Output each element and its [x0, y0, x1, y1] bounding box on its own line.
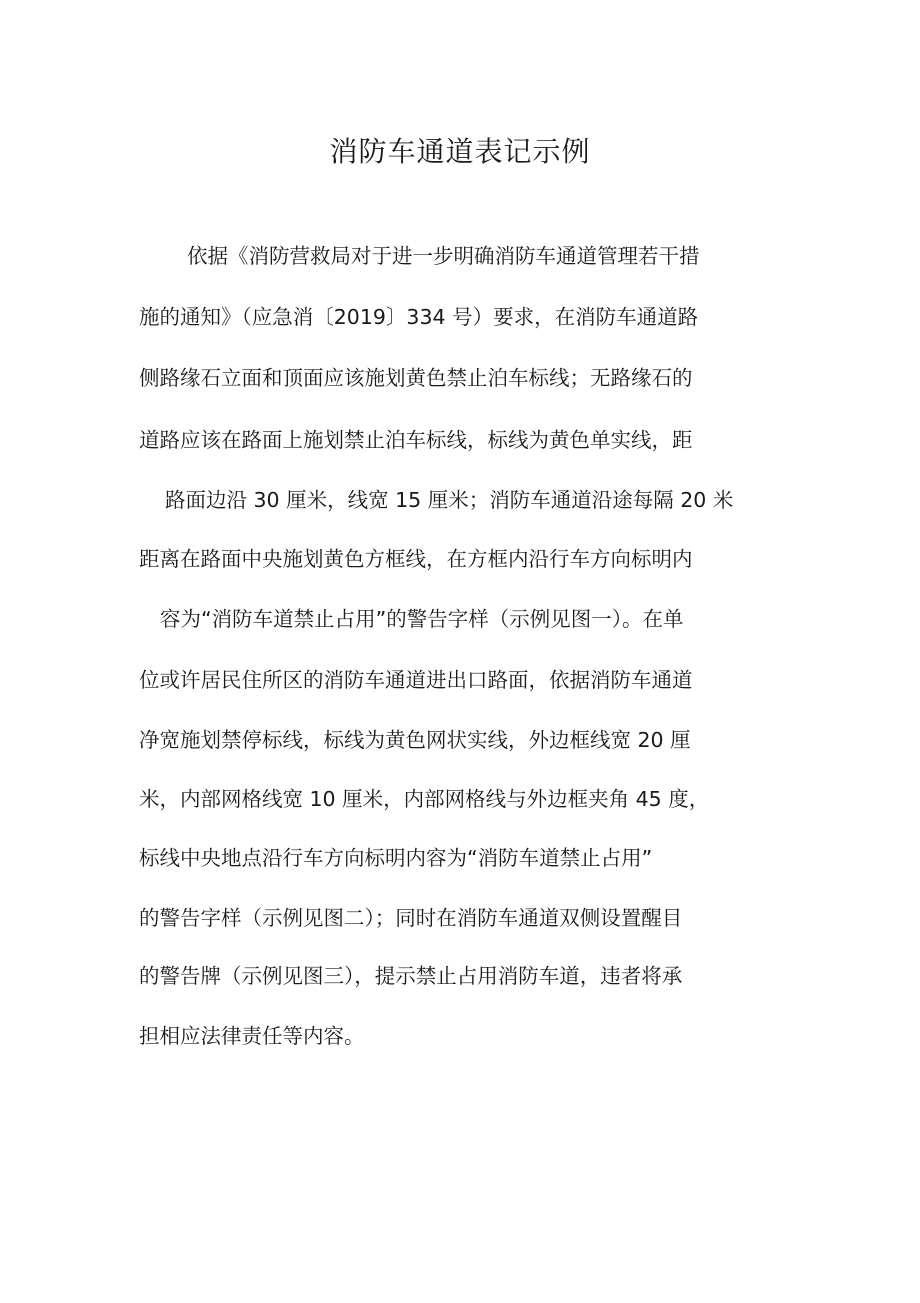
- paragraph-line: 位或许居民住所区的消防车通道进出口路面，依据消防车通道: [139, 668, 693, 692]
- paragraph-line: 的警告字样（示例见图二）；同时在消防车通道双侧设置醒目: [139, 906, 683, 930]
- paragraph-line: 容为“消防车道禁止占用”的警告字样（示例见图一）。在单: [160, 607, 684, 631]
- paragraph-line: 的警告牌（示例见图三），提示禁止占用消防车道，违者将承: [139, 964, 683, 988]
- paragraph-line: 距离在路面中央施划黄色方框线，在方框内沿行车方向标明内: [139, 547, 693, 571]
- paragraph-line: 施的通知》（应急消〔2019〕334 号）要求，在消防车通道路: [139, 305, 699, 329]
- paragraph-line: 路面边沿 30 厘米，线宽 15 厘米；消防车通道沿途每隔 20 米: [165, 488, 734, 512]
- paragraph-line: 道路应该在路面上施划禁止泊车标线，标线为黄色单实线，距: [139, 428, 693, 452]
- paragraph-line: 米，内部网格线宽 10 厘米，内部网格线与外边框夹角 45 度，: [139, 787, 710, 811]
- paragraph-line: 净宽施划禁停标线，标线为黄色网状实线，外边框线宽 20 厘: [139, 728, 691, 752]
- document-title: 消防车通道表记示例: [329, 135, 591, 168]
- paragraph-line: 标线中央地点沿行车方向标明内容为“消防车道禁止占用”: [139, 846, 653, 870]
- paragraph-line: 侧路缘石立面和顶面应该施划黄色禁止泊车标线；无路缘石的: [139, 366, 693, 390]
- paragraph-line: 担相应法律责任等内容。: [139, 1024, 365, 1048]
- paragraph-line: 依据《消防营救局对于进一步明确消防车通道管理若干措: [187, 244, 700, 268]
